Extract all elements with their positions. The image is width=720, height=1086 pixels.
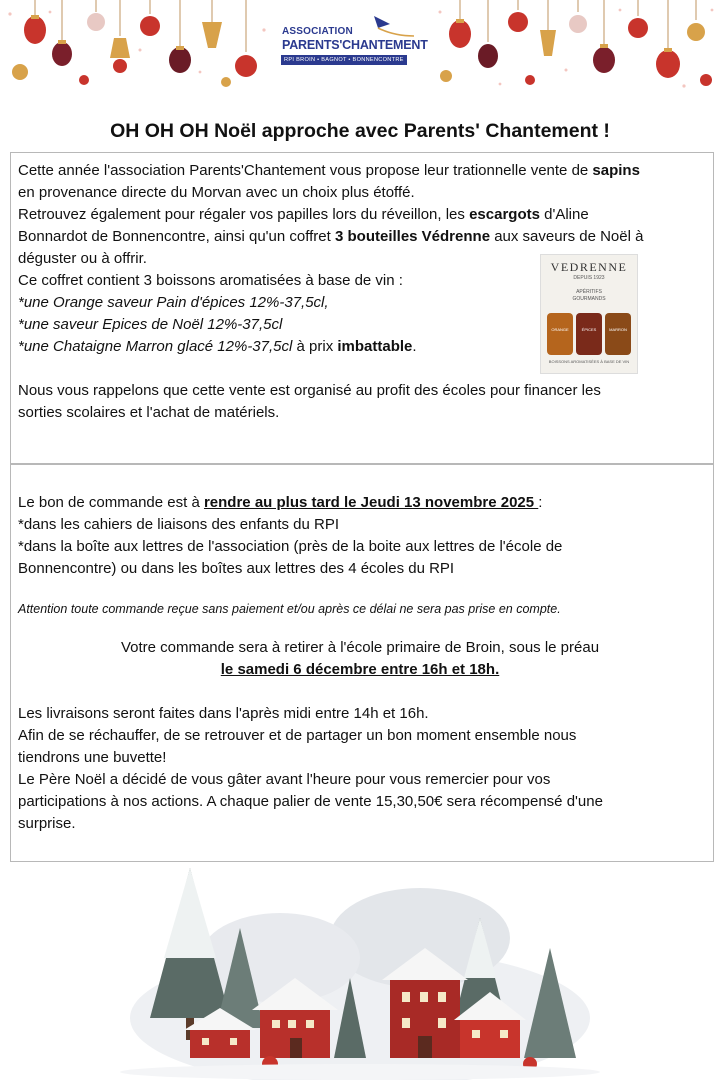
bottle-orange bbox=[547, 313, 573, 355]
snowy-village-illustration bbox=[120, 868, 600, 1080]
page-title: OH OH OH Noël approche avec Parents' Chantement ! bbox=[110, 120, 610, 142]
intro-line: sorties scolaires et l'achat de matériels. bbox=[18, 404, 280, 421]
product-item: *une saveur Epices de Noël 12%-37,5cl bbox=[18, 316, 283, 333]
product-subtitle-2: GOURMANDS bbox=[572, 296, 606, 302]
order-line: Bonnencontre) ou dans les boîtes aux lettres des 4 écoles du RPI bbox=[18, 560, 455, 577]
logo-line-villages: RPI BROIN • BAGNOT • BONNENCONTRE bbox=[281, 55, 407, 65]
order-warning: Attention toute commande reçue sans paiement et/ou après ce délai ne sera pas prise en compte. bbox=[18, 602, 561, 616]
association-logo bbox=[276, 14, 436, 74]
delivery-line: Le Père Noël a décidé de vous gâter avant l'heure pour vous remercier pour vos bbox=[18, 771, 551, 788]
delivery-line: participations à nos actions. A chaque palier de vente 15,30,50€ sera récompensé d'une bbox=[18, 793, 603, 810]
product-since: DEPUIS 1923 bbox=[573, 275, 605, 281]
product-footnote: BOISSONS AROMATISÉES À BASE DE VIN bbox=[548, 359, 630, 364]
logo-line-name: PARENTS'CHANTEMENT bbox=[282, 38, 428, 52]
logo-line-association: ASSOCIATION bbox=[282, 26, 353, 37]
intro-line: Retrouvez également pour régaler vos papilles lors du réveillon, les escargots d'Aline bbox=[18, 206, 589, 223]
pickup-date: le samedi 6 décembre entre 16h et 18h. bbox=[220, 661, 500, 678]
intro-line: Cette année l'association Parents'Chantement vous propose leur trationnelle vente de sapins bbox=[18, 162, 640, 179]
bottle-epices-label: ÉPICES bbox=[581, 327, 597, 332]
intro-line: Ce coffret contient 3 boissons aromatisées à base de vin : bbox=[18, 272, 403, 289]
delivery-line: Les livraisons seront faites dans l'après midi entre 14h et 16h. bbox=[18, 705, 429, 722]
order-line: *dans la boîte aux lettres de l'association (près de la boite aux lettres de l'école de bbox=[18, 538, 563, 555]
bottle-epices bbox=[576, 313, 602, 355]
intro-line: Nous vous rappelons que cette vente est organisé au profit des écoles pour financer les bbox=[18, 382, 601, 399]
order-line: *dans les cahiers de liaisons des enfants du RPI bbox=[18, 516, 340, 533]
order-deadline: Le bon de commande est à rendre au plus tard le Jeudi 13 novembre 2025 : bbox=[18, 494, 543, 511]
delivery-line: surprise. bbox=[18, 815, 76, 832]
product-brand: VEDRENNE bbox=[550, 260, 628, 274]
product-item: *une Chataigne Marron glacé 12%-37,5cl à prix imbattable. bbox=[18, 338, 417, 355]
intro-line: Bonnardot de Bonnencontre, ainsi qu'un coffret 3 bouteilles Védrenne aux saveurs de Noël à bbox=[18, 228, 644, 245]
product-subtitle-1: APÉRITIFS bbox=[576, 289, 602, 295]
intro-line: en provenance directe du Morvan avec un choix plus étoffé. bbox=[18, 184, 415, 201]
bottle-marron bbox=[605, 313, 631, 355]
product-item: *une Orange saveur Pain d'épices 12%-37,5cl, bbox=[18, 294, 329, 311]
header-banner bbox=[0, 0, 720, 95]
delivery-line: Afin de se réchauffer, de se retrouver et de partager un bon moment ensemble nous bbox=[18, 727, 577, 744]
delivery-line: tiendrons une buvette! bbox=[18, 749, 167, 766]
bottle-marron-label: MARRON bbox=[609, 327, 627, 332]
bottle-orange-label: ORANGE bbox=[551, 327, 569, 332]
pickup-location: Votre commande sera à retirer à l'école primaire de Broin, sous le préau bbox=[120, 639, 600, 656]
intro-line: déguster ou à offrir. bbox=[18, 250, 147, 267]
vedrenne-gift-box-image bbox=[540, 254, 638, 374]
